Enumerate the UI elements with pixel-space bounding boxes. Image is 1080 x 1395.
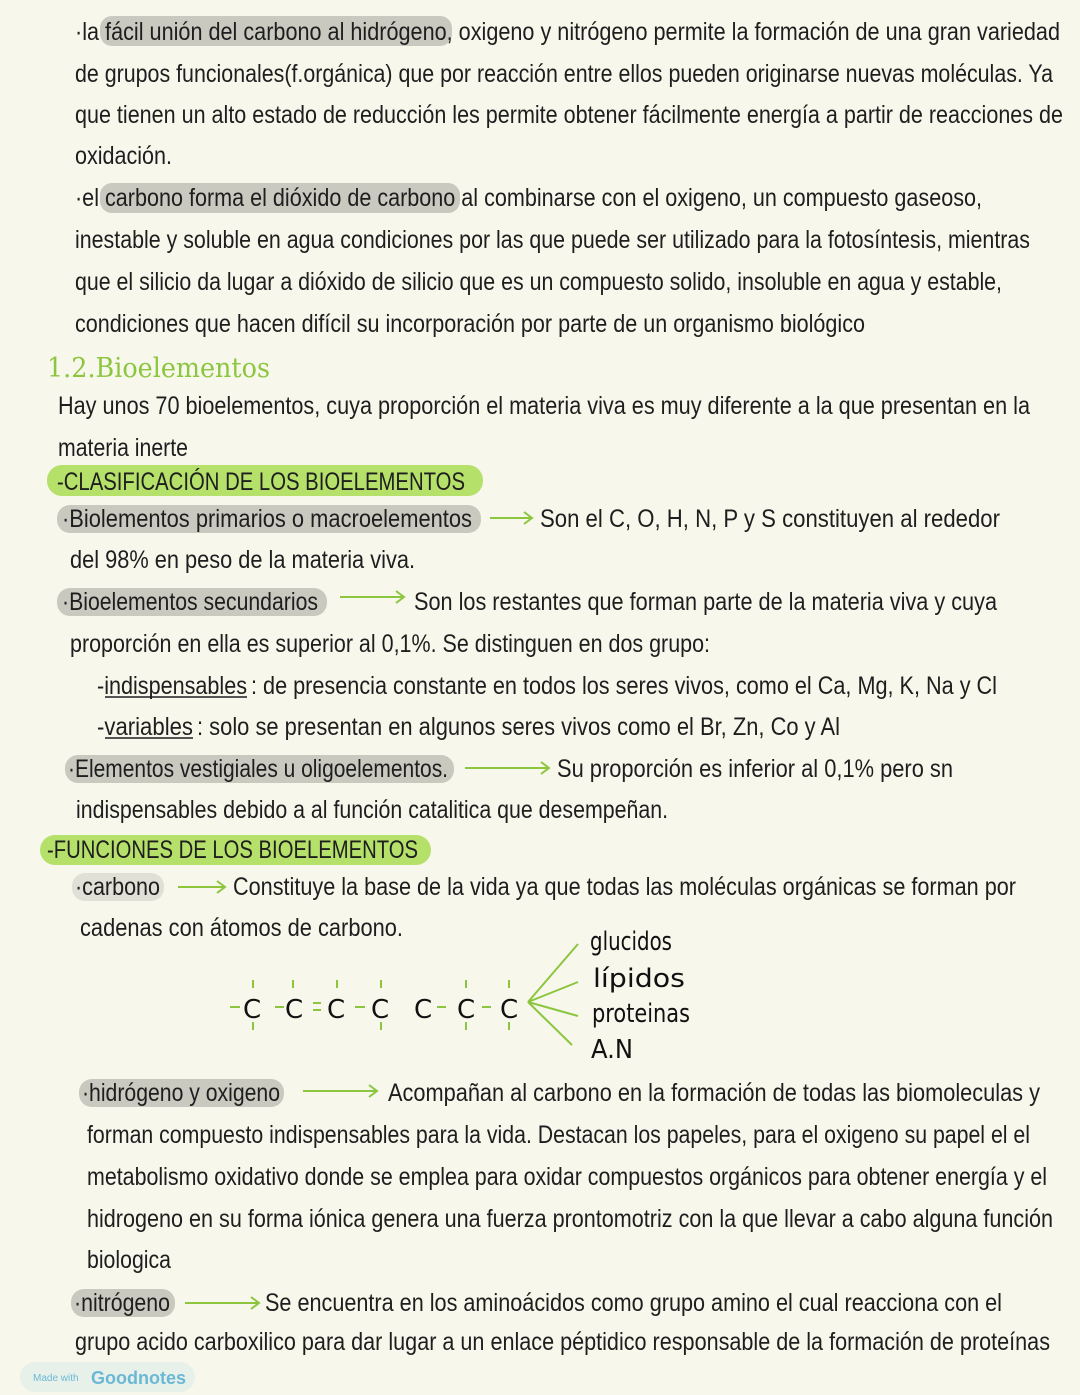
text-line: cadenas con átomos de carbono. (80, 914, 403, 942)
text-line: Constituye la base de la vida ya que todas las moléculas orgánicas se forman por (233, 873, 1016, 901)
carbon-chain-diagram (230, 927, 690, 1065)
arrow-icon (178, 881, 225, 893)
text-line: que tienen un alto estado de reducción les permite obtener fácilmente energía a partir de reacciones de (75, 101, 1063, 129)
product-label: A.N (591, 1035, 633, 1065)
term-nitrogeno: ·nitrógeno (74, 1289, 170, 1317)
carbon-atom: C (371, 995, 390, 1025)
text-line: forman compuesto indispensables para la vida. Destacan los papeles, para el oxigeno su papel el el (87, 1121, 1030, 1149)
term-indispensables: -indispensables (97, 672, 247, 700)
goodnotes-watermark (20, 1362, 195, 1392)
text-line: inestable y soluble en agua condiciones por las que puede ser utilizado para la fotosíntesis, mientras (75, 226, 1030, 254)
carbon-atom: C (243, 995, 262, 1025)
term-vestigiales: ·Elementos vestigiales u oligoelementos. (68, 755, 448, 783)
carbon-atom: C (285, 995, 304, 1025)
section-heading: 1.2.Bioelementos (47, 353, 270, 384)
funciones-heading: -FUNCIONES DE LOS BIOELEMENTOS (47, 836, 418, 864)
text-line: Son los restantes que forman parte de la materia viva y cuya (414, 588, 998, 616)
text-line: ·la fácil unión del carbono al hidrógeno, oxigeno y nitrógeno permite la formación de una gran variedad (75, 18, 1060, 46)
term-carbono: ·carbono (75, 873, 160, 901)
text-line: ·el carbono forma el dióxido de carbono al combinarse con el oxigeno, un compuesto gaseoso, (75, 184, 982, 212)
arrow-icon (185, 1297, 259, 1309)
text-line: hidrogeno en su forma iónica genera una fuerza prontomotriz con la que llevar a cabo alguna función (87, 1205, 1053, 1233)
text-line: de grupos funcionales(f.orgánica) que por reacción entre ellos pueden originarse nuevas moléculas. Ya (75, 60, 1054, 88)
text-line: condiciones que hacen difícil su incorporación por parte de un organismo biológico (75, 310, 865, 338)
text-line: Hay unos 70 bioelementos, cuya proporción el materia viva es muy diferente a la que presentan en la (58, 392, 1031, 420)
clasificacion-heading: -CLASIFICACIÓN DE LOS BIOELEMENTOS (57, 468, 560, 496)
text-line: del 98% en peso de la materia viva. (70, 546, 415, 574)
text-line: Su proporción es inferior al 0,1% pero sn (557, 755, 953, 783)
carbon-atom: C (500, 995, 519, 1025)
arrow-icon (465, 762, 549, 774)
carbon-atom: C (414, 995, 433, 1025)
text-line: indispensables debido a al función catalitica que desempeñan. (76, 796, 668, 824)
carbon-atom: C (457, 995, 476, 1025)
text-line: Se encuentra en los aminoácidos como grupo amino el cual reacciona con el (265, 1289, 1002, 1317)
product-label: glucidos (590, 927, 672, 957)
watermark-prefix: Made with (33, 1373, 79, 1384)
product-label: proteinas (592, 999, 690, 1029)
arrow-icon (340, 591, 404, 603)
arrow-icon (303, 1085, 377, 1097)
text-line: metabolismo oxidativo donde se emplea para oxidar compuestos orgánicos para obtener energía y el (87, 1163, 1047, 1191)
text-line: proporción en ella es superior al 0,1%. Se distinguen en dos grupo: (70, 630, 710, 658)
carbon-atom: C (327, 995, 346, 1025)
product-label: lípidos (593, 964, 685, 994)
term-hidrogeno-oxigeno: ·hidrógeno y oxigeno (82, 1079, 280, 1107)
text-line: oxidación. (75, 142, 172, 170)
text-line: : solo se presentan en algunos seres vivos como el Br, Zn, Co y Al (197, 713, 840, 741)
text-line: Son el C, O, H, N, P y S constituyen al rededor (540, 505, 1000, 533)
term-primarios: ·Biolementos primarios o macroelementos (62, 505, 472, 533)
text-line: materia inerte (58, 434, 188, 462)
text-line: : de presencia constante en todos los seres vivos, como el Ca, Mg, K, Na y Cl (251, 672, 997, 700)
text-line: Acompañan al carbono en la formación de todas las biomoleculas y (388, 1079, 1041, 1107)
watermark-brand: Goodnotes (91, 1368, 186, 1388)
text-line: biologica (87, 1246, 172, 1274)
arrow-icon (490, 512, 532, 524)
text-line: que el silicio da lugar a dióxido de silicio que es un compuesto solido, insoluble en agua y estable, (75, 268, 1002, 296)
term-secundarios: ·Bioelementos secundarios (62, 588, 318, 616)
text-line: grupo acido carboxilico para dar lugar a un enlace péptidico responsable de la formación de proteínas (75, 1328, 1050, 1356)
term-variables: -variables (97, 713, 193, 741)
